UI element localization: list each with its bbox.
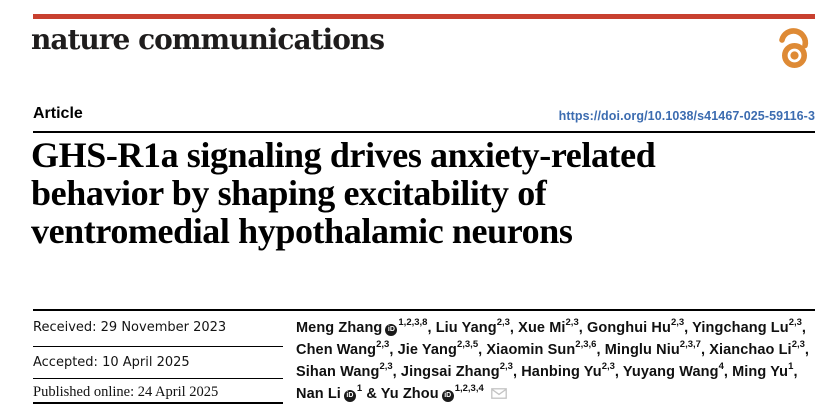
author-affiliation-numbers: 2,3 xyxy=(791,339,805,351)
author-name: Chen Wang xyxy=(296,342,377,358)
author-name: Liu Yang xyxy=(435,320,497,336)
author-name: Xiaomin Sun xyxy=(486,342,576,358)
article-type-label: Article xyxy=(33,105,83,122)
author-name: Jie Yang xyxy=(397,342,457,358)
author-affiliation-numbers: 4 xyxy=(718,361,724,373)
author-affiliation-numbers: 1 xyxy=(356,383,363,395)
header-rule xyxy=(33,131,815,133)
author-name: Yingchang Lu xyxy=(692,320,789,336)
author-name: Minglu Niu xyxy=(604,342,680,358)
history-dates-column xyxy=(33,311,283,404)
author-affiliation-numbers: 2,3 xyxy=(670,317,685,329)
envelope-icon[interactable] xyxy=(491,384,507,406)
author-affiliation-numbers: 2,3 xyxy=(499,361,513,373)
journal-logo: nature communications xyxy=(31,23,384,56)
dates-and-authors-block xyxy=(33,309,815,406)
author-name: Yuyang Wang xyxy=(622,364,719,380)
orcid-icon[interactable]: iD xyxy=(344,390,356,402)
author-name: Xue Mi xyxy=(518,320,566,336)
author-affiliation-numbers: 1,2,3,8 xyxy=(398,317,428,329)
author-name: Gonghui Hu xyxy=(587,320,671,336)
doi-link[interactable]: https://doi.org/10.1038/s41467-025-59116-3 xyxy=(558,109,815,123)
orcid-icon[interactable]: iD xyxy=(442,390,454,402)
author-name: Ming Yu xyxy=(732,364,789,380)
author-name: Nan Li xyxy=(296,386,341,402)
title-line-2: behavior by shaping excitability of xyxy=(31,173,547,213)
author-affiliation-numbers: 2,3 xyxy=(379,361,393,373)
author-name: Meng Zhang xyxy=(296,320,383,336)
open-access-icon xyxy=(777,24,813,69)
author-affiliation-numbers: 2,3 xyxy=(788,317,802,329)
masthead-accent-bar xyxy=(33,14,815,19)
author-name: Hanbing Yu xyxy=(521,364,602,380)
author-affiliation-numbers: 2,3 xyxy=(565,317,579,329)
title-line-1: GHS-R1a signaling drives anxiety-related xyxy=(31,135,656,175)
paper-title xyxy=(31,136,811,250)
author-affiliation-numbers: 2,3 xyxy=(601,361,615,373)
author-name: Yu Zhou xyxy=(380,386,439,402)
author-name: Jingsai Zhang xyxy=(400,364,500,380)
received-date: Received: 29 November 2023 xyxy=(33,320,227,335)
orcid-icon[interactable]: iD xyxy=(385,324,397,336)
author-affiliation-numbers: 2,3 xyxy=(496,317,510,329)
author-affiliation-numbers: 2,3 xyxy=(376,339,390,351)
accepted-date: Accepted: 10 April 2025 xyxy=(33,346,283,378)
author-name: Xianchao Li xyxy=(709,342,792,358)
title-line-3: ventromedial hypothalamic neurons xyxy=(31,211,573,251)
article-meta-row xyxy=(33,105,815,123)
author-affiliation-numbers: 2,3,7 xyxy=(679,339,701,351)
author-affiliation-numbers: 1,2,3,4 xyxy=(454,383,484,395)
author-affiliation-numbers: 1 xyxy=(788,361,794,373)
author-affiliation-numbers: 2,3,5 xyxy=(456,339,479,351)
author-affiliation-numbers: 2,3,6 xyxy=(575,339,597,351)
author-name: Sihan Wang xyxy=(296,364,380,380)
published-date: Published online: 24 April 2025 xyxy=(33,378,283,404)
author-list: Meng Zhang iD$^{1,2,3,8}$, Liu Yang$^{2,3}$, Xue Mi$^{2,3}$, Gonghui Hu$^{2,3}$, Yingchang Lu$^{2,3}$, Chen Wang$^{2,3}$, Jie Yang$^{2,3,5}$, Xiaomin Sun$^{2,3,6}$, Minglu Niu$^{2,3,7}$, Xianchao Li$^{2,3}$, Sihan Wang$^{2,3}$, Jingsai Zhang$^{2,3}$, Hanbing Yu$^{2,3}$, Yuyang Wang$^4$, Ming Yu$^1$, Nan Li $iD^1$ & Yu Zhou iD$^{1,2,3,4}$ xyxy=(296,311,815,406)
